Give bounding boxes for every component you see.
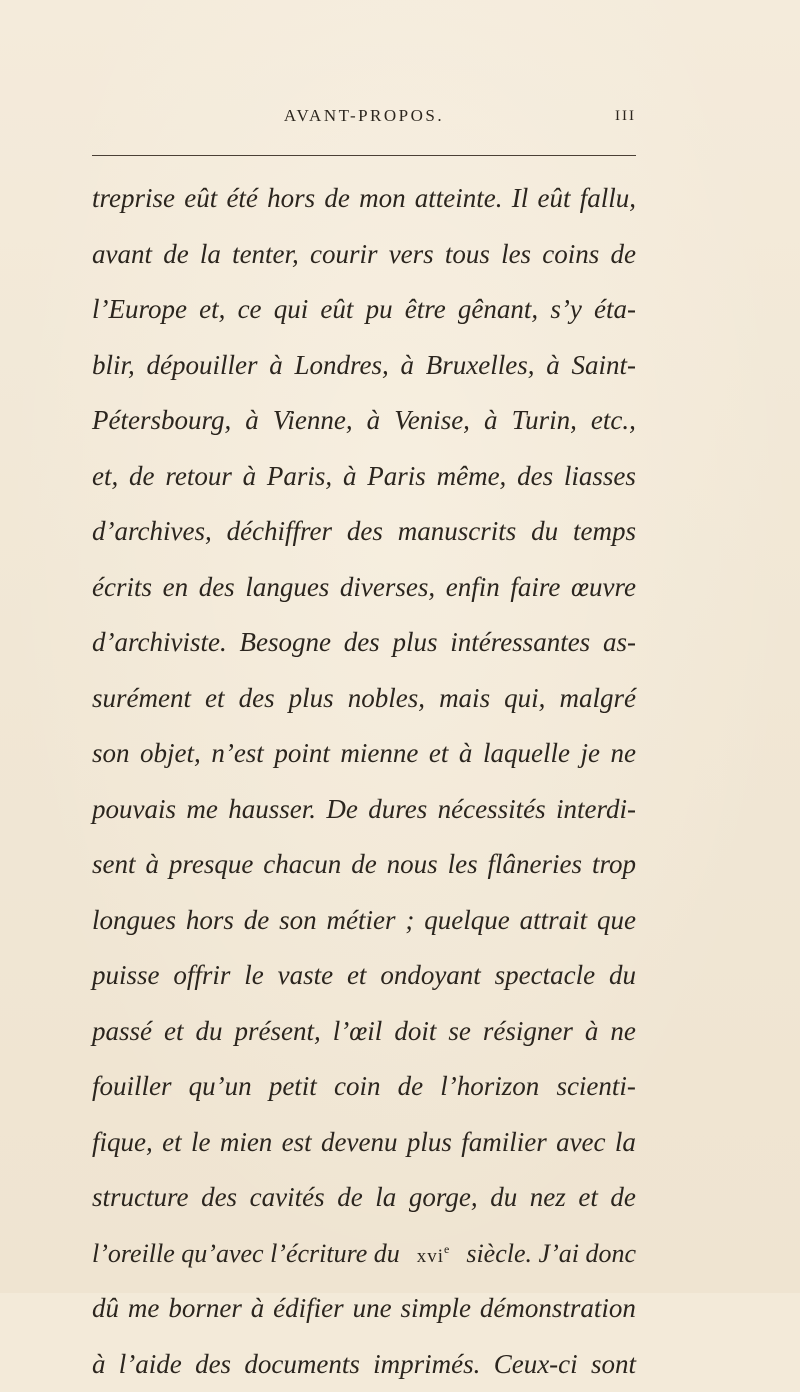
word: passé xyxy=(92,1004,152,1060)
text-line xyxy=(92,449,636,505)
word: documents xyxy=(244,1337,359,1392)
word: laquelle xyxy=(483,726,570,782)
word: l’aide xyxy=(119,1337,182,1392)
word: métier xyxy=(327,893,396,949)
century-superscript: e xyxy=(444,1242,449,1256)
word: eût xyxy=(537,171,570,227)
word: démonstration xyxy=(480,1281,636,1337)
word: courir xyxy=(310,227,378,283)
word: résigner xyxy=(483,1004,573,1060)
word: et xyxy=(162,1115,182,1171)
page-number: III xyxy=(615,108,636,125)
word: d’archiviste. xyxy=(92,615,227,671)
word: à xyxy=(484,393,498,449)
word: nous xyxy=(387,837,438,893)
word: une xyxy=(353,1281,392,1337)
word: temps xyxy=(573,504,636,560)
word: tous xyxy=(445,227,490,283)
word: vaste xyxy=(278,948,333,1004)
word: des xyxy=(195,1337,231,1392)
word: l’horizon xyxy=(440,1059,539,1115)
word: se xyxy=(448,1004,471,1060)
word: Besogne xyxy=(239,615,330,671)
word: malgré xyxy=(559,671,636,727)
word: hors xyxy=(267,171,315,227)
word: de xyxy=(163,227,188,283)
word: la xyxy=(375,1170,396,1226)
word: sont xyxy=(591,1337,636,1392)
word: offrir xyxy=(173,948,230,1004)
word: treprise xyxy=(92,171,175,227)
line-segment: siècle. J’ai donc xyxy=(466,1226,636,1282)
word: même, xyxy=(437,449,507,505)
word: écrits xyxy=(92,560,152,616)
word: intéressantes xyxy=(450,615,590,671)
word: scienti- xyxy=(556,1059,635,1115)
word: flâneries xyxy=(488,837,583,893)
word: Il xyxy=(512,171,529,227)
word: présent, xyxy=(235,1004,321,1060)
word: Paris xyxy=(367,449,426,505)
word: son xyxy=(92,726,130,782)
word: éta- xyxy=(594,282,636,338)
word: mienne xyxy=(340,726,418,782)
word: gorge, xyxy=(409,1170,478,1226)
word: je xyxy=(580,726,600,782)
word: coin xyxy=(334,1059,381,1115)
word: chacun xyxy=(263,837,341,893)
word: familier xyxy=(461,1115,547,1171)
word: œuvre xyxy=(571,560,636,616)
word: dures xyxy=(368,782,427,838)
word: avant xyxy=(92,227,152,283)
text-line xyxy=(92,782,636,838)
word: simple xyxy=(400,1281,471,1337)
word: manuscrits xyxy=(398,504,517,560)
word: qui, xyxy=(504,671,545,727)
word: qui xyxy=(274,282,309,338)
word: de xyxy=(337,1170,362,1226)
word: spectacle xyxy=(495,948,595,1004)
word: de xyxy=(129,449,154,505)
word: des xyxy=(199,560,235,616)
word: petit xyxy=(269,1059,317,1115)
word: de xyxy=(398,1059,423,1115)
word: du xyxy=(196,1004,223,1060)
word: ; xyxy=(405,893,414,949)
word: fouiller xyxy=(92,1059,172,1115)
text-line xyxy=(92,837,636,893)
century-numeral: xvi xyxy=(417,1246,444,1267)
word: édifier xyxy=(273,1281,343,1337)
word: qu’un xyxy=(189,1059,252,1115)
word: nez xyxy=(530,1170,566,1226)
word: blir, xyxy=(92,338,135,394)
word: à xyxy=(367,393,381,449)
word: à xyxy=(343,449,357,505)
word: ne xyxy=(610,1004,635,1060)
word: puisse xyxy=(92,948,160,1004)
word: borner xyxy=(168,1281,242,1337)
word: à xyxy=(459,726,473,782)
text-line xyxy=(92,1004,636,1060)
word: des xyxy=(201,1170,237,1226)
word: gênant, xyxy=(458,282,538,338)
word: n’est xyxy=(211,726,263,782)
word: à xyxy=(546,338,560,394)
word: d’archives, xyxy=(92,504,212,560)
header-rule xyxy=(92,155,636,156)
word: l’Europe xyxy=(92,282,187,338)
text-line xyxy=(92,948,636,1004)
word: faire xyxy=(510,560,560,616)
word: plus xyxy=(289,671,334,727)
word: et, xyxy=(199,282,225,338)
word: Bruxelles, xyxy=(426,338,535,394)
word: à xyxy=(243,449,257,505)
word: hausser. xyxy=(228,782,316,838)
word: la xyxy=(200,227,221,283)
word: et xyxy=(205,671,225,727)
word: être xyxy=(405,282,446,338)
word: surément xyxy=(92,671,191,727)
word: de xyxy=(244,893,269,949)
word: nobles, xyxy=(348,671,425,727)
text-line xyxy=(92,171,636,227)
word: les xyxy=(448,837,478,893)
body-text xyxy=(92,171,636,1392)
word: atteinte. xyxy=(415,171,503,227)
text-line xyxy=(92,1337,636,1392)
text-line xyxy=(92,1059,636,1115)
word: à xyxy=(585,1004,599,1060)
word: de xyxy=(610,227,635,283)
word: ce xyxy=(238,282,262,338)
word: des xyxy=(239,671,275,727)
word: attrait xyxy=(520,893,588,949)
word: nécessités xyxy=(438,782,546,838)
word: tenter, xyxy=(232,227,299,283)
text-line-with-century xyxy=(92,1226,636,1282)
word: de xyxy=(351,837,376,893)
word: des xyxy=(347,504,383,560)
text-line xyxy=(92,1115,636,1171)
word: le xyxy=(244,948,264,1004)
word: presque xyxy=(169,837,253,893)
word: sent xyxy=(92,837,136,893)
line-segment: l’oreille qu’avec l’écriture du xyxy=(92,1226,400,1282)
word: à xyxy=(251,1281,265,1337)
word: structure xyxy=(92,1170,189,1226)
word: à xyxy=(401,338,415,394)
word: coins xyxy=(542,227,599,283)
word: en xyxy=(163,560,188,616)
running-title: AVANT-PROPOS. xyxy=(92,106,636,126)
word: interdi- xyxy=(556,782,636,838)
word: été xyxy=(226,171,257,227)
word: Turin, xyxy=(512,393,577,449)
word: de xyxy=(610,1170,635,1226)
word: me xyxy=(186,782,217,838)
word: du xyxy=(490,1170,517,1226)
word: Londres, xyxy=(295,338,389,394)
word: de xyxy=(324,171,349,227)
word: doit xyxy=(394,1004,436,1060)
text-line xyxy=(92,1170,636,1226)
text-line xyxy=(92,282,636,338)
word: diverses, xyxy=(340,560,435,616)
word: Pétersbourg, xyxy=(92,393,231,449)
word: des xyxy=(517,449,553,505)
word: mien xyxy=(220,1115,272,1171)
text-line xyxy=(92,615,636,671)
text-line xyxy=(92,671,636,727)
word: et xyxy=(164,1004,184,1060)
word: les xyxy=(501,227,531,283)
word: et, xyxy=(92,449,118,505)
word: la xyxy=(615,1115,636,1171)
word: retour xyxy=(165,449,232,505)
word: mon xyxy=(359,171,406,227)
word: De xyxy=(326,782,357,838)
word: mais xyxy=(439,671,490,727)
word: Venise, xyxy=(394,393,470,449)
word: point xyxy=(274,726,330,782)
text-line xyxy=(92,560,636,616)
word: son xyxy=(279,893,317,949)
word: as- xyxy=(603,615,636,671)
word: langues xyxy=(245,560,329,616)
word: à xyxy=(269,338,283,394)
word: déchiffrer xyxy=(227,504,332,560)
word: fique, xyxy=(92,1115,153,1171)
word: cavités xyxy=(250,1170,325,1226)
text-line xyxy=(92,726,636,782)
word: ne xyxy=(611,726,636,782)
word: Paris, xyxy=(267,449,332,505)
word: fallu, xyxy=(580,171,636,227)
text-line xyxy=(92,393,636,449)
word: eût xyxy=(320,282,353,338)
word: que xyxy=(597,893,636,949)
word: dû xyxy=(92,1281,119,1337)
word: à xyxy=(92,1337,106,1392)
word: enfin xyxy=(446,560,500,616)
word: à xyxy=(145,837,159,893)
word: est xyxy=(282,1115,312,1171)
word: Saint- xyxy=(572,338,637,394)
word: plus xyxy=(392,615,437,671)
word: du xyxy=(531,504,558,560)
word: Vienne, xyxy=(273,393,353,449)
word: vers xyxy=(389,227,434,283)
word: hors xyxy=(186,893,234,949)
text-line xyxy=(92,893,636,949)
word: pu xyxy=(366,282,393,338)
word: et xyxy=(578,1170,598,1226)
word: etc., xyxy=(591,393,636,449)
word: Ceux-ci xyxy=(494,1337,578,1392)
word: objet, xyxy=(140,726,201,782)
word: l’œil xyxy=(333,1004,383,1060)
word: imprimés. xyxy=(373,1337,480,1392)
word: des xyxy=(344,615,380,671)
word: et xyxy=(429,726,449,782)
word: pouvais xyxy=(92,782,176,838)
word: le xyxy=(191,1115,211,1171)
text-line xyxy=(92,338,636,394)
word: quelque xyxy=(424,893,509,949)
word: longues xyxy=(92,893,176,949)
word: devenu xyxy=(321,1115,397,1171)
word: liasses xyxy=(564,449,636,505)
word: eût xyxy=(184,171,217,227)
word: s’y xyxy=(550,282,581,338)
word: avec xyxy=(556,1115,605,1171)
word: et xyxy=(347,948,367,1004)
word: à xyxy=(245,393,259,449)
text-line xyxy=(92,504,636,560)
word: me xyxy=(128,1281,159,1337)
word: plus xyxy=(407,1115,452,1171)
word: dépouiller xyxy=(147,338,258,394)
word: trop xyxy=(592,837,636,893)
word: ondoyant xyxy=(380,948,481,1004)
text-line xyxy=(92,1281,636,1337)
word: du xyxy=(609,948,636,1004)
page-header xyxy=(92,106,636,136)
text-line xyxy=(92,227,636,283)
